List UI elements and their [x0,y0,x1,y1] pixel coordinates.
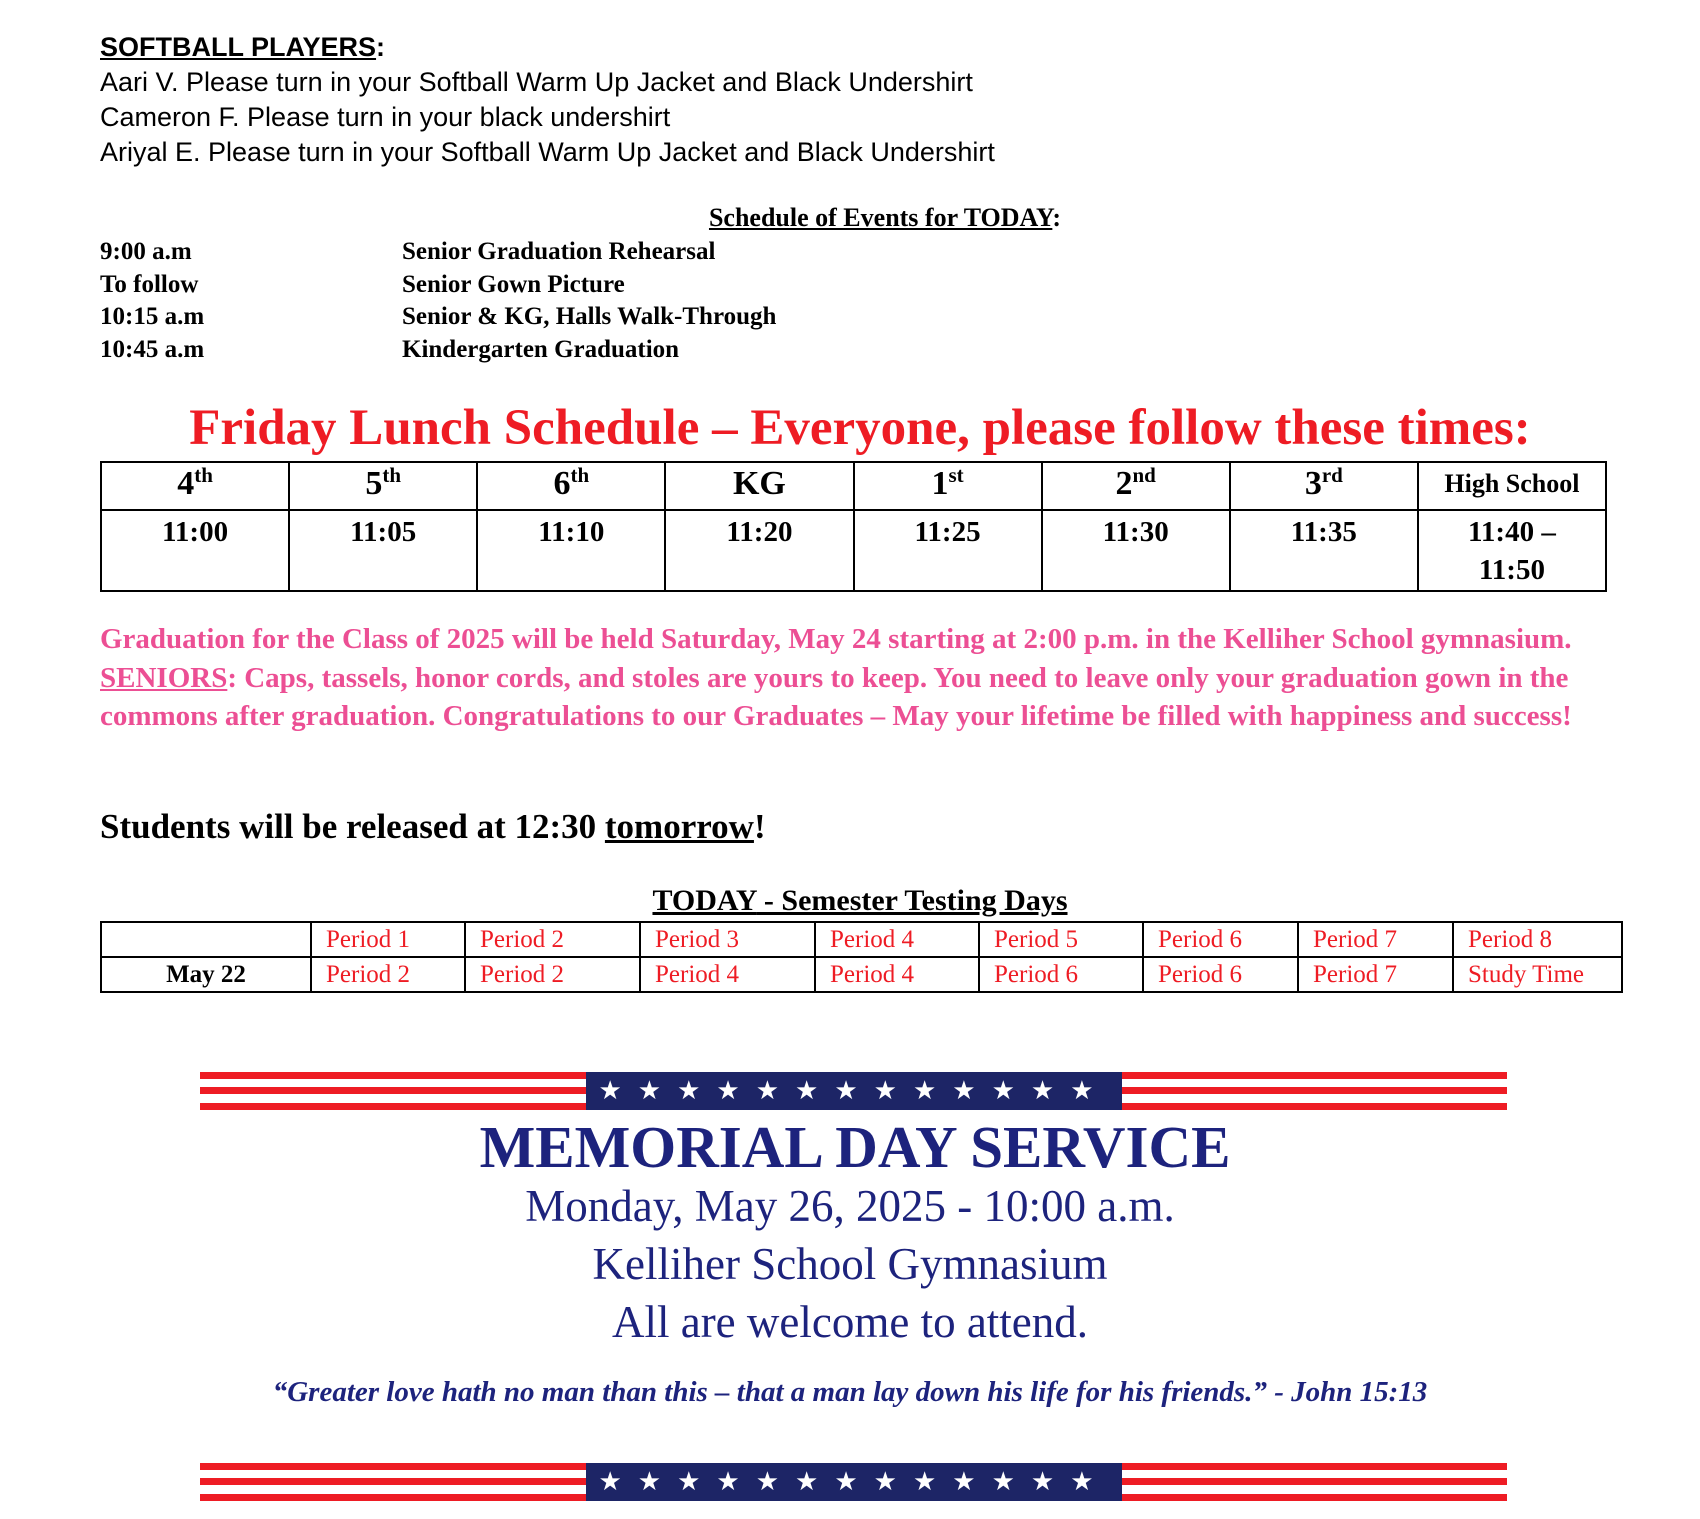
testing-period-header: Period 8 [1453,922,1622,957]
testing-title: TODAY - Semester Testing Days [652,884,1068,917]
memorial-date: Monday, May 26, 2025 - 10:00 a.m. [525,1181,1175,1231]
testing-period-header: Period 4 [815,922,979,957]
event-row: To follow Senior Gown Picture [100,270,625,298]
release-notice: Students will be released at 12:30 tomorrow! [100,807,766,846]
stars-icon: ★★★★★★★★★★★★★ [586,1072,1122,1110]
lunch-time: 11:10 [477,510,665,591]
flag-banner-top [200,1072,1507,1110]
lunch-time: 11:25 [854,510,1042,591]
lunch-time: 11:35 [1230,510,1418,591]
event-row: 10:15 a.m Senior & KG, Halls Walk-Through [100,303,777,330]
softball-header: SOFTBALL PLAYERS: [100,32,386,62]
testing-period-header: Period 2 [465,922,640,957]
grade-6: 6th [477,462,665,510]
grade-2: 2nd [1042,462,1230,510]
testing-cell: Period 6 [1143,957,1298,992]
testing-cell: Period 7 [1298,957,1453,992]
testing-period-header: Period 6 [1143,922,1298,957]
grade-kg: KG [665,462,853,510]
lunch-time: 11:00 [101,510,289,591]
testing-period-header: Period 3 [640,922,815,957]
grade-3: 3rd [1230,462,1418,510]
softball-line: Cameron F. Please turn in your black undershirt [100,102,671,132]
testing-corner [101,922,311,957]
softball-line: Aari V. Please turn in your Softball Warm Up Jacket and Black Undershirt [100,67,973,97]
stars-icon: ★★★★★★★★★★★★★ [586,1463,1122,1501]
testing-period-header: Period 7 [1298,922,1453,957]
lunch-table [100,461,1607,592]
testing-cell: Period 6 [979,957,1143,992]
memorial-location: Kelliher School Gymnasium [592,1239,1108,1289]
testing-cell: Period 4 [640,957,815,992]
grade-1: 1st [854,462,1042,510]
lunch-time: 11:05 [289,510,477,591]
lunch-time-high-school: 11:40 – 11:50 [1418,510,1606,591]
testing-date: May 22 [101,957,311,992]
event-row: 9:00 a.m Senior Graduation Rehearsal [100,238,716,265]
schedule-title: Schedule of Events for TODAY: [708,203,1062,232]
softball-line: Ariyal E. Please turn in your Softball Warm Up Jacket and Black Undershirt [100,137,995,167]
testing-cell: Period 2 [311,957,465,992]
testing-period-header: Period 5 [979,922,1143,957]
memorial-title: MEMORIAL DAY SERVICE [479,1114,1231,1180]
softball-notice [100,30,995,170]
memorial-quote: “Greater love hath no man than this – that a man lay down his life for his friends.” - John 15:13 [272,1376,1428,1408]
testing-cell: Study Time [1453,957,1622,992]
events-list [100,236,776,366]
testing-cell: Period 4 [815,957,979,992]
testing-period-header: Period 1 [311,922,465,957]
grade-4: 4th [101,462,289,510]
flag-banner-bottom [200,1463,1507,1501]
lunch-time: 11:20 [665,510,853,591]
testing-table [100,921,1623,993]
lunch-title: Friday Lunch Schedule – Everyone, please follow these times: [189,400,1531,456]
testing-cell: Period 2 [465,957,640,992]
lunch-time: 11:30 [1042,510,1230,591]
graduation-notice: Graduation for the Class of 2025 will be held Saturday, May 24 starting at 2:00 p.m. in the Kelliher School gymnasium. SENIORS: Caps, tassels, honor cords, and stoles are yours to keep. You need to leave only your graduation gown in the commons after graduation. Congratulations to our Graduates – May your lifetime be filled with happiness and success! [100,623,1572,732]
grade-5: 5th [289,462,477,510]
event-row: 10:45 a.m Kindergarten Graduation [100,335,680,363]
memorial-welcome: All are welcome to attend. [611,1297,1089,1347]
grade-high-school: High School [1418,462,1606,510]
